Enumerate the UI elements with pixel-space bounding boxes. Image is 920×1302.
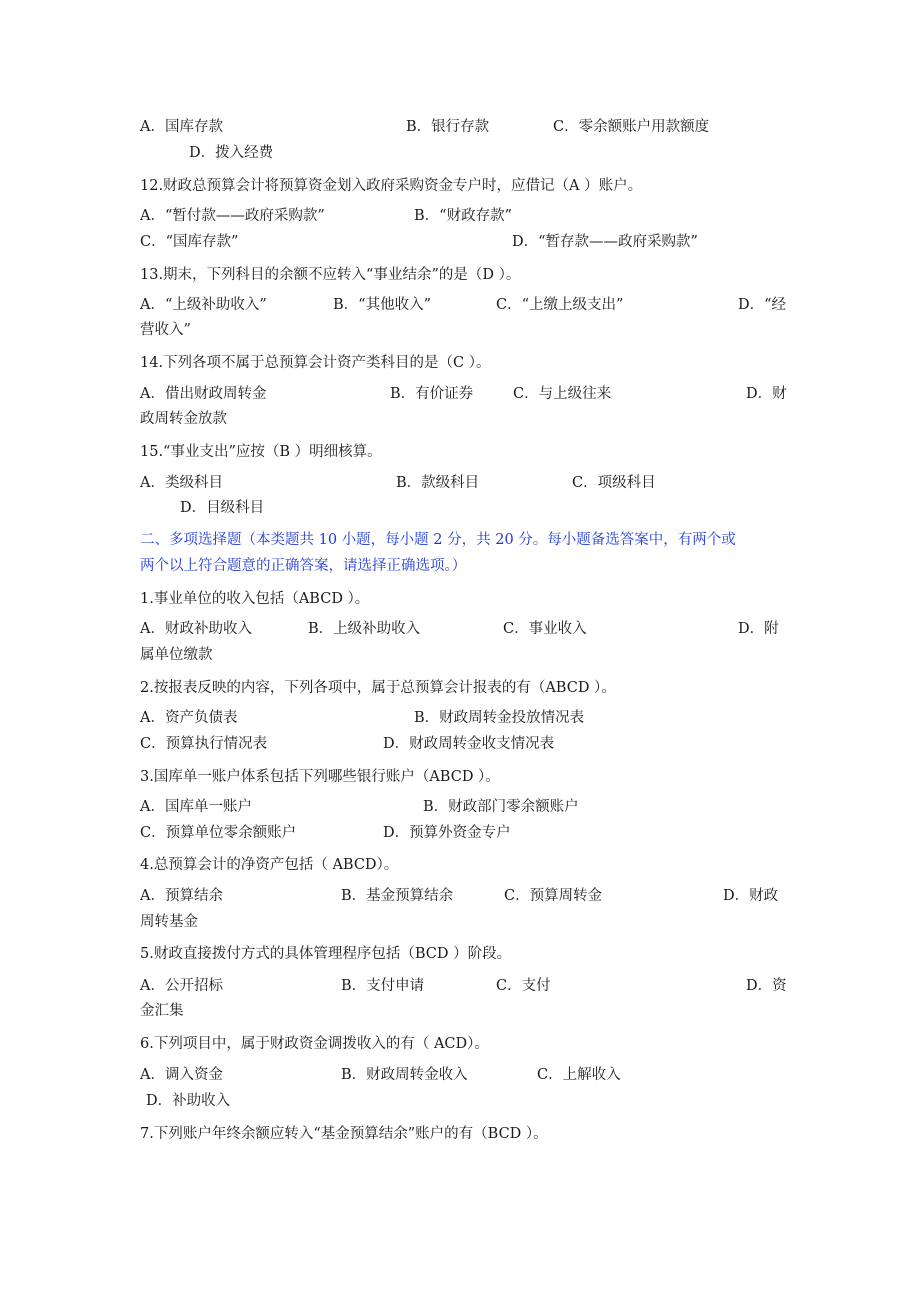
m3-option-a: A．国库单一账户 (140, 799, 252, 815)
m2-option-c: C．预算执行情况表 (140, 736, 268, 752)
m2-option-a: A．资产负债表 (140, 710, 238, 726)
m5-option-d-cont: 金汇集 (140, 1003, 184, 1019)
m5-option-b: B．支付申请 (341, 978, 425, 994)
q14-option-d: D．财 (746, 386, 787, 402)
q14-option-d-cont: 政周转金放款 (140, 411, 227, 427)
section2-heading: 二、多项选择题（本类题共 10 小题，每小题 2 分，共 20 分。每小题备选答案中，有两个或 (140, 532, 736, 548)
m3-option-b: B．财政部门零余额账户 (423, 799, 579, 815)
m4-option-d-cont: 周转基金 (140, 914, 198, 930)
q11-option-a: A．国库存款 (140, 119, 223, 135)
q13-option-d-cont: 营收入” (140, 322, 191, 338)
m4-option-a: A．预算结余 (140, 888, 223, 904)
q13-option-b: B．“其他收入” (333, 297, 431, 313)
m5-stem: 5.财政直接拨付方式的具体管理程序包括（BCD ）阶段。 (140, 946, 512, 962)
m5-option-c: C．支付 (496, 978, 551, 994)
m6-option-b: B．财政周转金收入 (341, 1067, 468, 1083)
q11-option-c: C．零余额账户用款额度 (553, 119, 710, 135)
q12-stem: 12.财政总预算会计将预算资金划入政府采购资金专户时，应借记（A ）账户。 (140, 178, 643, 194)
m4-option-c: C．预算周转金 (504, 888, 603, 904)
section2-heading-cont: 两个以上符合题意的正确答案，请选择正确选项。） (140, 558, 467, 574)
m6-option-c: C．上解收入 (537, 1067, 621, 1083)
q15-option-a: A．类级科目 (140, 475, 223, 491)
m3-option-d: D．预算外资金专户 (383, 825, 511, 841)
q14-option-b: B．有价证券 (390, 386, 474, 402)
m2-option-d: D．财政周转金收支情况表 (383, 736, 555, 752)
q15-option-b: B．款级科目 (396, 475, 480, 491)
m2-option-b: B．财政周转金投放情况表 (414, 710, 585, 726)
m2-stem: 2.按报表反映的内容，下列各项中，属于总预算会计报表的有（ABCD ）。 (140, 680, 616, 696)
q15-option-c: C．项级科目 (572, 475, 656, 491)
m7-stem: 7.下列账户年终余额应转入“基金预算结余”账户的有（BCD ）。 (140, 1126, 548, 1142)
m4-option-b: B．基金预算结余 (341, 888, 454, 904)
q12-option-c: C．“国库存款” (140, 234, 239, 250)
q11-option-b: B．银行存款 (406, 119, 490, 135)
m6-stem: 6.下列项目中，属于财政资金调拨收入的有（ ACD）。 (140, 1036, 489, 1052)
q14-stem: 14.下列各项不属于总预算会计资产类科目的是（C ）。 (140, 355, 491, 371)
m1-stem: 1.事业单位的收入包括（ABCD ）。 (140, 591, 370, 607)
q14-option-a: A．借出财政周转金 (140, 386, 267, 402)
m6-option-d: D．补助收入 (146, 1093, 231, 1109)
q11-option-d: D．拨入经费 (189, 145, 274, 161)
m5-option-d: D．资 (746, 978, 787, 994)
m6-option-a: A．调入资金 (140, 1067, 223, 1083)
m1-option-d-cont: 属单位缴款 (140, 647, 213, 663)
m1-option-d: D．附 (738, 621, 779, 637)
m1-option-a: A．财政补助收入 (140, 621, 252, 637)
q12-option-d: D．“暂存款——政府采购款” (512, 234, 698, 250)
q13-stem: 13.期末，下列科目的余额不应转入“事业结余”的是（D ）。 (140, 267, 521, 283)
q15-option-d: D．目级科目 (180, 500, 265, 516)
m3-option-c: C．预算单位零余额账户 (140, 825, 297, 841)
q13-option-c: C．“上缴上级支出” (496, 297, 624, 313)
q13-option-d: D．“经 (738, 297, 787, 313)
q13-option-a: A．“上级补助收入” (140, 297, 267, 313)
m3-stem: 3.国库单一账户体系包括下列哪些银行账户（ABCD ）。 (140, 769, 500, 785)
m1-option-c: C．事业收入 (503, 621, 587, 637)
q15-stem: 15.“事业支出”应按（B ）明细核算。 (140, 444, 382, 460)
m4-option-d: D．财政 (723, 888, 779, 904)
m5-option-a: A．公开招标 (140, 978, 223, 994)
m1-option-b: B．上级补助收入 (308, 621, 421, 637)
q12-option-b: B．“财政存款” (414, 208, 512, 224)
m4-stem: 4.总预算会计的净资产包括（ ABCD）。 (140, 857, 399, 873)
q12-option-a: A．“暂付款——政府采购款” (140, 208, 325, 224)
q14-option-c: C．与上级往来 (513, 386, 612, 402)
